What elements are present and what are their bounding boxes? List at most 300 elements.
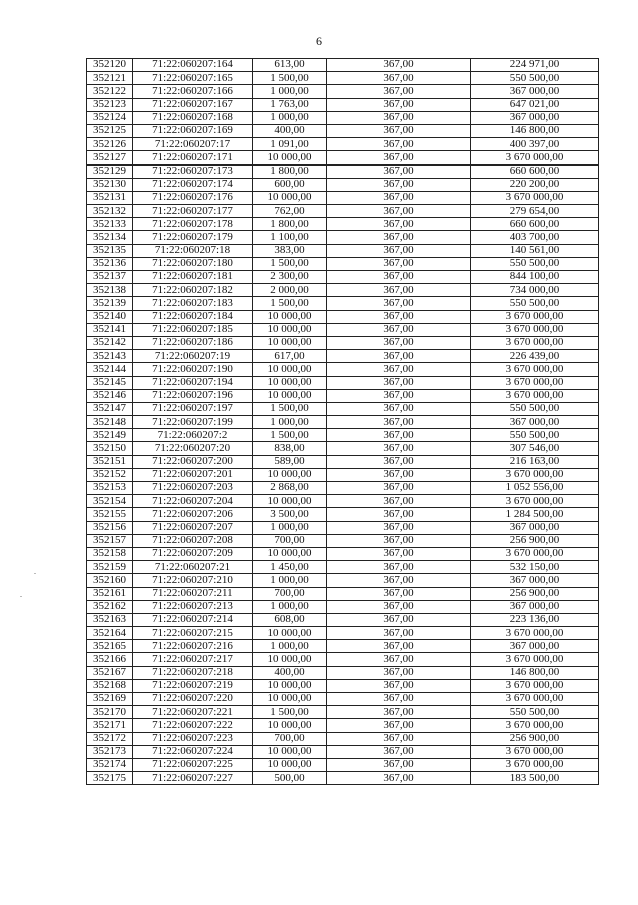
value-cell: 3 670 000,00 [471,653,599,666]
rate-cell: 367,00 [327,495,471,508]
area-cell: 10 000,00 [253,495,327,508]
area-cell: 600,00 [253,178,327,191]
rate-cell: 367,00 [327,178,471,191]
cadastral-number-cell: 71:22:060207:208 [133,534,253,547]
cadastral-number-cell: 71:22:060207:225 [133,758,253,771]
rate-cell: 367,00 [327,297,471,310]
cadastral-number-cell: 71:22:060207:171 [133,151,253,165]
cadastral-number-cell: 71:22:060207:207 [133,521,253,534]
row-number-cell: 352151 [87,455,133,468]
table-row [87,284,599,297]
row-number-cell: 352156 [87,521,133,534]
row-number-cell: 352146 [87,389,133,402]
table-row [87,310,599,323]
row-number-cell: 352165 [87,640,133,653]
row-number-cell: 352163 [87,613,133,626]
area-cell: 10 000,00 [253,363,327,376]
rate-cell: 367,00 [327,521,471,534]
value-cell: 140 561,00 [471,244,599,257]
row-number-cell: 352140 [87,310,133,323]
value-cell: 1 284 500,00 [471,508,599,521]
table-row [87,706,599,719]
rate-cell: 367,00 [327,732,471,745]
row-number-cell: 352168 [87,679,133,692]
rate-cell: 367,00 [327,218,471,231]
area-cell: 3 500,00 [253,508,327,521]
table-row [87,468,599,481]
value-cell: 367 000,00 [471,574,599,587]
table-row [87,297,599,310]
area-cell: 1 800,00 [253,218,327,231]
area-cell: 1 000,00 [253,574,327,587]
cadastral-number-cell: 71:22:060207:224 [133,745,253,758]
table-row [87,402,599,415]
cadastral-number-cell: 71:22:060207:194 [133,376,253,389]
row-number-cell: 352120 [87,59,133,72]
area-cell: 10 000,00 [253,323,327,336]
table-row [87,111,599,124]
row-number-cell: 352143 [87,350,133,363]
row-number-cell: 352149 [87,429,133,442]
row-number-cell: 352170 [87,706,133,719]
row-number-cell: 352130 [87,178,133,191]
table-row [87,271,599,284]
area-cell: 608,00 [253,613,327,626]
cadastral-number-cell: 71:22:060207:223 [133,732,253,745]
value-cell: 367 000,00 [471,521,599,534]
table-row [87,363,599,376]
row-number-cell: 352122 [87,85,133,98]
table-row [87,98,599,111]
rate-cell: 367,00 [327,693,471,706]
row-number-cell: 352175 [87,772,133,785]
row-number-cell: 352142 [87,336,133,349]
area-cell: 10 000,00 [253,693,327,706]
value-cell: 367 000,00 [471,640,599,653]
rate-cell: 367,00 [327,574,471,587]
value-cell: 3 670 000,00 [471,693,599,706]
table-row [87,693,599,706]
area-cell: 700,00 [253,587,327,600]
cadastral-number-cell: 71:22:060207:222 [133,719,253,732]
table-row [87,521,599,534]
area-cell: 10 000,00 [253,310,327,323]
table-row [87,772,599,785]
rate-cell: 367,00 [327,679,471,692]
cadastral-number-cell: 71:22:060207:169 [133,124,253,137]
area-cell: 10 000,00 [253,758,327,771]
value-cell: 183 500,00 [471,772,599,785]
value-cell: 550 500,00 [471,297,599,310]
area-cell: 700,00 [253,534,327,547]
area-cell: 1 500,00 [253,706,327,719]
rate-cell: 367,00 [327,363,471,376]
rate-cell: 367,00 [327,666,471,679]
row-number-cell: 352153 [87,482,133,495]
value-cell: 550 500,00 [471,706,599,719]
table-row [87,124,599,137]
value-cell: 550 500,00 [471,257,599,270]
row-number-cell: 352174 [87,758,133,771]
value-cell: 3 670 000,00 [471,745,599,758]
area-cell: 1 091,00 [253,138,327,151]
cadastral-number-cell: 71:22:060207:185 [133,323,253,336]
cadastral-number-cell: 71:22:060207:165 [133,72,253,85]
cadastral-number-cell: 71:22:060207:184 [133,310,253,323]
area-cell: 1 500,00 [253,257,327,270]
rate-cell: 367,00 [327,389,471,402]
rate-cell: 367,00 [327,336,471,349]
cadastral-number-cell: 71:22:060207:186 [133,336,253,349]
table-row [87,376,599,389]
area-cell: 1 000,00 [253,111,327,124]
table-row [87,244,599,257]
value-cell: 367 000,00 [471,111,599,124]
cadastral-number-cell: 71:22:060207:203 [133,482,253,495]
table-row [87,745,599,758]
row-number-cell: 352135 [87,244,133,257]
row-number-cell: 352169 [87,693,133,706]
cadastral-number-cell: 71:22:060207:182 [133,284,253,297]
cadastral-number-cell: 71:22:060207:213 [133,600,253,613]
row-number-cell: 352145 [87,376,133,389]
rate-cell: 367,00 [327,534,471,547]
rate-cell: 367,00 [327,600,471,613]
cadastral-number-cell: 71:22:060207:174 [133,178,253,191]
area-cell: 1 500,00 [253,429,327,442]
rate-cell: 367,00 [327,72,471,85]
page-number: 6 [316,34,322,48]
table-row [87,389,599,402]
area-cell: 1 000,00 [253,85,327,98]
cadastral-number-cell: 71:22:060207:211 [133,587,253,600]
cadastral-number-cell: 71:22:060207:178 [133,218,253,231]
area-cell: 1 100,00 [253,231,327,244]
row-number-cell: 352126 [87,138,133,151]
rate-cell: 367,00 [327,640,471,653]
row-number-cell: 352166 [87,653,133,666]
value-cell: 844 100,00 [471,271,599,284]
row-number-cell: 352132 [87,205,133,218]
cadastral-number-cell: 71:22:060207:168 [133,111,253,124]
row-number-cell: 352141 [87,323,133,336]
area-cell: 838,00 [253,442,327,455]
rate-cell: 367,00 [327,151,471,165]
table-row [87,205,599,218]
area-cell: 400,00 [253,666,327,679]
row-number-cell: 352131 [87,191,133,204]
table-row [87,574,599,587]
row-number-cell: 352150 [87,442,133,455]
cadastral-number-cell: 71:22:060207:21 [133,561,253,574]
value-cell: 367 000,00 [471,416,599,429]
area-cell: 1 000,00 [253,416,327,429]
row-number-cell: 352147 [87,402,133,415]
cadastral-number-cell: 71:22:060207:227 [133,772,253,785]
value-cell: 660 600,00 [471,218,599,231]
cadastral-number-cell: 71:22:060207:220 [133,693,253,706]
area-cell: 10 000,00 [253,719,327,732]
cadastral-number-cell: 71:22:060207:206 [133,508,253,521]
value-cell: 3 670 000,00 [471,495,599,508]
area-cell: 762,00 [253,205,327,218]
row-number-cell: 352148 [87,416,133,429]
table-row [87,416,599,429]
value-cell: 3 670 000,00 [471,679,599,692]
value-cell: 216 163,00 [471,455,599,468]
area-cell: 10 000,00 [253,653,327,666]
cadastral-number-cell: 71:22:060207:210 [133,574,253,587]
area-cell: 1 450,00 [253,561,327,574]
rate-cell: 367,00 [327,547,471,560]
rate-cell: 367,00 [327,442,471,455]
area-cell: 10 000,00 [253,336,327,349]
cadastral-number-cell: 71:22:060207:200 [133,455,253,468]
table-row [87,350,599,363]
table-row [87,561,599,574]
rate-cell: 367,00 [327,561,471,574]
rate-cell: 367,00 [327,138,471,151]
cadastral-number-cell: 71:22:060207:204 [133,495,253,508]
value-cell: 647 021,00 [471,98,599,111]
area-cell: 1 000,00 [253,600,327,613]
cadastral-number-cell: 71:22:060207:2 [133,429,253,442]
rate-cell: 367,00 [327,124,471,137]
value-cell: 1 052 556,00 [471,482,599,495]
table-row [87,732,599,745]
table-row [87,640,599,653]
value-cell: 3 670 000,00 [471,363,599,376]
table-row [87,482,599,495]
cadastral-number-cell: 71:22:060207:18 [133,244,253,257]
table-row [87,59,599,72]
rate-cell: 367,00 [327,482,471,495]
table-row [87,719,599,732]
row-number-cell: 352134 [87,231,133,244]
cadastral-number-cell: 71:22:060207:179 [133,231,253,244]
row-number-cell: 352144 [87,363,133,376]
cadastral-number-cell: 71:22:060207:215 [133,627,253,640]
cadastral-number-cell: 71:22:060207:199 [133,416,253,429]
row-number-cell: 352162 [87,600,133,613]
cadastral-number-cell: 71:22:060207:183 [133,297,253,310]
row-number-cell: 352133 [87,218,133,231]
table-body [87,59,599,785]
table-row [87,547,599,560]
value-cell: 3 670 000,00 [471,310,599,323]
rate-cell: 367,00 [327,719,471,732]
rate-cell: 367,00 [327,429,471,442]
value-cell: 734 000,00 [471,284,599,297]
rate-cell: 367,00 [327,772,471,785]
area-cell: 1 500,00 [253,72,327,85]
value-cell: 3 670 000,00 [471,758,599,771]
rate-cell: 367,00 [327,376,471,389]
area-cell: 1 800,00 [253,165,327,179]
area-cell: 10 000,00 [253,547,327,560]
value-cell: 307 546,00 [471,442,599,455]
value-cell: 532 150,00 [471,561,599,574]
value-cell: 550 500,00 [471,402,599,415]
value-cell: 3 670 000,00 [471,336,599,349]
value-cell: 3 670 000,00 [471,547,599,560]
table-row [87,218,599,231]
row-number-cell: 352159 [87,561,133,574]
area-cell: 10 000,00 [253,627,327,640]
cadastral-number-cell: 71:22:060207:196 [133,389,253,402]
value-cell: 256 900,00 [471,534,599,547]
row-number-cell: 352172 [87,732,133,745]
area-cell: 10 000,00 [253,679,327,692]
table-row [87,85,599,98]
rate-cell: 367,00 [327,350,471,363]
row-number-cell: 352125 [87,124,133,137]
value-cell: 367 000,00 [471,85,599,98]
area-cell: 589,00 [253,455,327,468]
cadastral-number-cell: 71:22:060207:166 [133,85,253,98]
cadastral-number-cell: 71:22:060207:219 [133,679,253,692]
value-cell: 3 670 000,00 [471,376,599,389]
row-number-cell: 352161 [87,587,133,600]
value-cell: 224 971,00 [471,59,599,72]
cadastral-number-cell: 71:22:060207:197 [133,402,253,415]
table-row [87,336,599,349]
rate-cell: 367,00 [327,745,471,758]
rate-cell: 367,00 [327,244,471,257]
value-cell: 3 670 000,00 [471,468,599,481]
area-cell: 500,00 [253,772,327,785]
row-number-cell: 352164 [87,627,133,640]
value-cell: 3 670 000,00 [471,151,599,165]
cadastral-number-cell: 71:22:060207:181 [133,271,253,284]
rate-cell: 367,00 [327,231,471,244]
area-cell: 617,00 [253,350,327,363]
value-cell: 146 800,00 [471,124,599,137]
row-number-cell: 352152 [87,468,133,481]
cadastral-number-cell: 71:22:060207:209 [133,547,253,560]
rate-cell: 367,00 [327,468,471,481]
cadastral-table [86,58,599,785]
value-cell: 279 654,00 [471,205,599,218]
value-cell: 550 500,00 [471,72,599,85]
cadastral-number-cell: 71:22:060207:218 [133,666,253,679]
row-number-cell: 352154 [87,495,133,508]
rate-cell: 367,00 [327,284,471,297]
row-number-cell: 352171 [87,719,133,732]
area-cell: 10 000,00 [253,376,327,389]
rate-cell: 367,00 [327,653,471,666]
value-cell: 220 200,00 [471,178,599,191]
rate-cell: 367,00 [327,455,471,468]
area-cell: 10 000,00 [253,151,327,165]
area-cell: 1 500,00 [253,402,327,415]
value-cell: 3 670 000,00 [471,323,599,336]
rate-cell: 367,00 [327,205,471,218]
row-number-cell: 352137 [87,271,133,284]
value-cell: 256 900,00 [471,732,599,745]
area-cell: 383,00 [253,244,327,257]
row-number-cell: 352138 [87,284,133,297]
table-row [87,600,599,613]
table-row [87,627,599,640]
rate-cell: 367,00 [327,85,471,98]
cadastral-number-cell: 71:22:060207:167 [133,98,253,111]
table-row [87,495,599,508]
cadastral-number-cell: 71:22:060207:176 [133,191,253,204]
cadastral-number-cell: 71:22:060207:221 [133,706,253,719]
rate-cell: 367,00 [327,59,471,72]
area-cell: 1 500,00 [253,297,327,310]
rate-cell: 367,00 [327,706,471,719]
rate-cell: 367,00 [327,98,471,111]
table-row [87,165,599,179]
cadastral-number-cell: 71:22:060207:20 [133,442,253,455]
cadastral-number-cell: 71:22:060207:17 [133,138,253,151]
cadastral-number-cell: 71:22:060207:217 [133,653,253,666]
value-cell: 226 439,00 [471,350,599,363]
table-row [87,587,599,600]
row-number-cell: 352155 [87,508,133,521]
cadastral-number-cell: 71:22:060207:164 [133,59,253,72]
area-cell: 400,00 [253,124,327,137]
row-number-cell: 352129 [87,165,133,179]
table-row [87,191,599,204]
row-number-cell: 352157 [87,534,133,547]
rate-cell: 367,00 [327,627,471,640]
table-row [87,679,599,692]
value-cell: 223 136,00 [471,613,599,626]
row-number-cell: 352160 [87,574,133,587]
area-cell: 2 000,00 [253,284,327,297]
cadastral-number-cell: 71:22:060207:180 [133,257,253,270]
table-row [87,231,599,244]
rate-cell: 367,00 [327,165,471,179]
row-number-cell: 352136 [87,257,133,270]
value-cell: 146 800,00 [471,666,599,679]
rate-cell: 367,00 [327,111,471,124]
cadastral-number-cell: 71:22:060207:201 [133,468,253,481]
scan-speck [20,596,22,597]
cadastral-number-cell: 71:22:060207:19 [133,350,253,363]
value-cell: 550 500,00 [471,429,599,442]
scan-speck [34,573,36,574]
table-row [87,653,599,666]
area-cell: 10 000,00 [253,468,327,481]
row-number-cell: 352124 [87,111,133,124]
rate-cell: 367,00 [327,402,471,415]
value-cell: 256 900,00 [471,587,599,600]
table-row [87,138,599,151]
row-number-cell: 352167 [87,666,133,679]
value-cell: 3 670 000,00 [471,719,599,732]
table-row [87,508,599,521]
table-row [87,758,599,771]
table-row [87,257,599,270]
row-number-cell: 352173 [87,745,133,758]
area-cell: 10 000,00 [253,389,327,402]
area-cell: 2 868,00 [253,482,327,495]
rate-cell: 367,00 [327,257,471,270]
value-cell: 3 670 000,00 [471,627,599,640]
cadastral-number-cell: 71:22:060207:214 [133,613,253,626]
table-row [87,442,599,455]
table-row [87,323,599,336]
cadastral-number-cell: 71:22:060207:173 [133,165,253,179]
value-cell: 367 000,00 [471,600,599,613]
row-number-cell: 352158 [87,547,133,560]
rate-cell: 367,00 [327,310,471,323]
rate-cell: 367,00 [327,758,471,771]
